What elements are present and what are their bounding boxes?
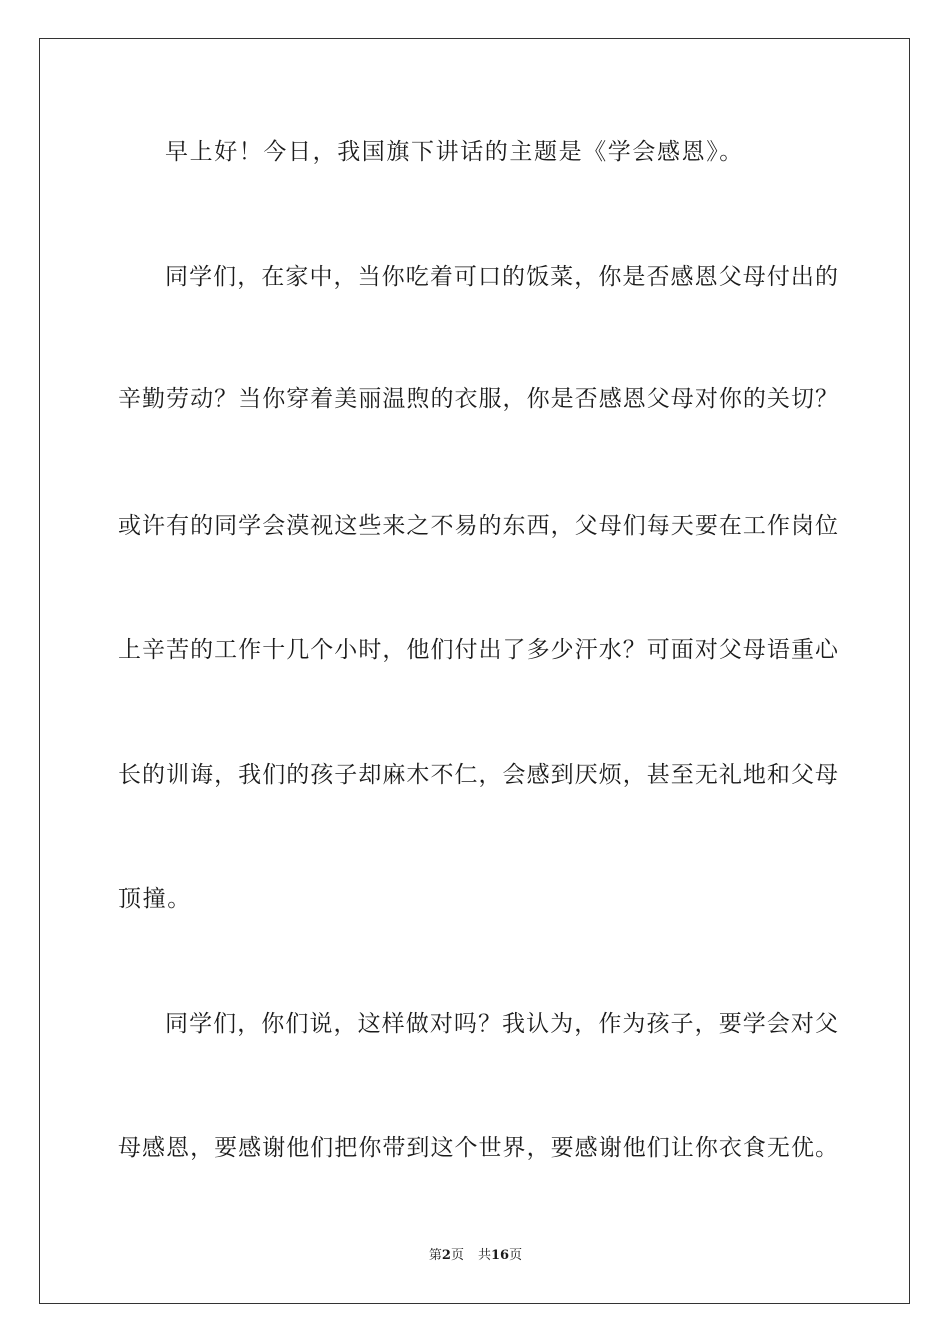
total-suffix: 页 (509, 1248, 523, 1263)
text-line: 同学们，在家中，当你吃着可口的饭菜，你是否感恩父母付出的 (165, 264, 838, 290)
page-footer (40, 1248, 911, 1264)
page-prefix: 第 (428, 1248, 442, 1263)
text-line: 或许有的同学会漠视这些来之不易的东西，父母们每天要在工作岗位 (118, 513, 838, 539)
text-line: 上辛苦的工作十几个小时，他们付出了多少汗水？可面对父母语重心 (118, 637, 838, 663)
text-line: 早上好！今日，我国旗下讲话的主题是《学会感恩》。 (165, 139, 744, 165)
total-pages: 16 (490, 1248, 510, 1263)
text-line: 长的训诲，我们的孩子却麻木不仁，会感到厌烦，甚至无礼地和父母 (118, 762, 838, 788)
text-line: 母感恩，要感谢他们把你带到这个世界，要感谢他们让你衣食无优。 (118, 1135, 838, 1161)
text-line: 同学们，你们说，这样做对吗？我认为，作为孩子，要学会对父 (165, 1011, 838, 1037)
text-line: 辛勤劳动？当你穿着美丽温煦的衣服，你是否感恩父母对你的关切？ (118, 386, 838, 412)
text-line: 顶撞。 (118, 886, 192, 912)
page-suffix: 页 (450, 1248, 464, 1263)
page-number: 2 (441, 1248, 451, 1263)
total-prefix: 共 (477, 1248, 491, 1263)
page-frame (39, 38, 910, 1304)
